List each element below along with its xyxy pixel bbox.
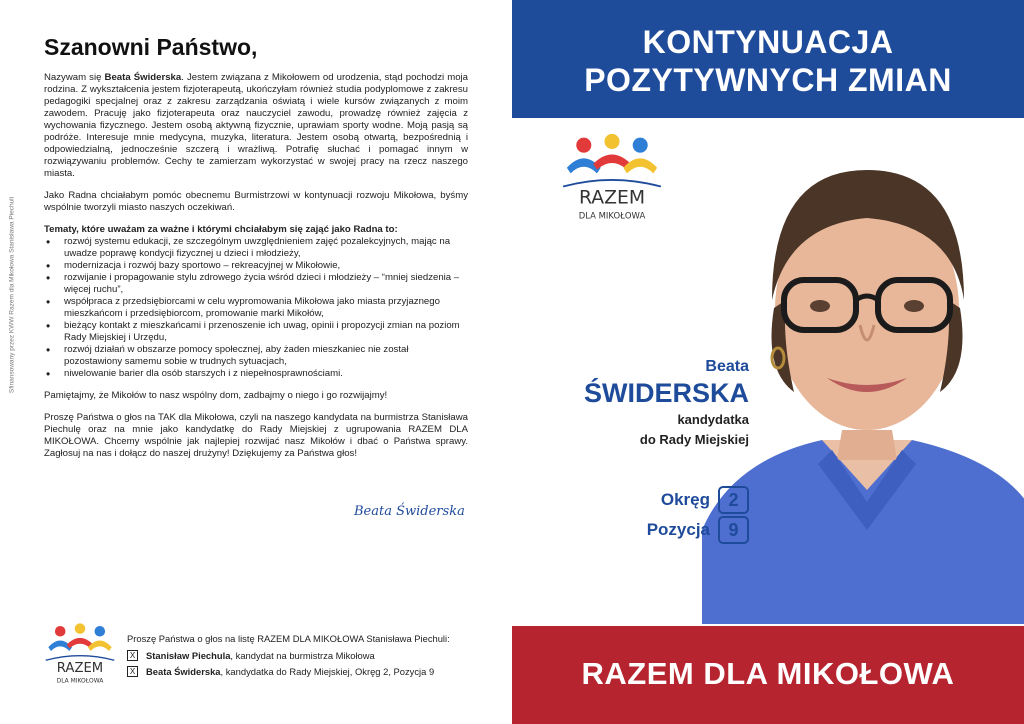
letter-paragraph-2: Jako Radna chciałabym pomóc obecnemu Burmistrzowi w kontynuacji rozwoju Mikołowa, byśmy wspólnie tworzyli miasto naszych oczekiwań. [44, 190, 468, 213]
ballot-intro: Proszę Państwa o głos na listę RAZEM DLA MIKOŁOWA Stanisława Piechuli: [127, 633, 450, 644]
svg-text:DLA MIKOŁOWA: DLA MIKOŁOWA [578, 210, 646, 221]
topic-item: • modernizacja i rozwój bazy sportowo – rekreacyjnej w Mikołowie, [44, 260, 468, 272]
district-value: 2 [718, 486, 749, 514]
letter-intro: Nazywam się Beata Świderska. Jestem związana z Mikołowem od urodzenia, stąd pochodzi moja rodzina. Z wykształcenia jestem fizjoterapeutą, ukończyłam również studia podyplomowe z zakresu pedagogiki specjalnej oraz z zakresu zarządzania oświatą i wiele kursów związanych z moim zawodem. Pracuję jako fizjoterapeuta oraz nauczyciel zawodu, prowadzę również zajęcia z wychowania fizycznego. Jestem osobą aktywną fizycznie, uprawiam sporty wodne. Moją pasją są podróże. Interesuje mnie medycyna, muzyka, literatura. Jestem osobą otwartą, bezpośrednią i odpowiedzialną, jednocześnie szczerą i wrażliwą. Potrafię słuchać i pomagać innym w rozwiązywaniu problemów. Cechy te zamierzam wykorzystać w swojej pracy na rzecz naszego miasta. [44, 72, 468, 179]
ballot-instructions [127, 633, 487, 682]
svg-text:RAZEM: RAZEM [578, 187, 646, 209]
position-value: 9 [718, 516, 749, 544]
topic-item: • rozwój działań w obszarze pomocy społecznej, aby żaden mieszkaniec nie został pozostawiony samemu sobie w trudnych sytuacjach, [44, 344, 468, 368]
letter-paragraph-4: Proszę Państwa o głos na TAK dla Mikołowa, czyli na naszego kandydata na burmistrza Stanisława Piechulę oraz na mnie jako kandydatkę do Rady Miejskiej z ugrupowania RAZEM DLA MIKOŁOWA. Chcemy wspólnie jak najlepiej rozwijać nasz Mikołów i dbać o Państwa sprawy. Zagłosuj na nas i dołącz do naszej drużyny! Dziękujemy za Państwa głos! [44, 412, 468, 459]
ballot-row-mayor: X Stanisław Piechula, kandydat na burmistrza Mikołowa [127, 650, 487, 661]
topics-heading: Tematy, które uważam za ważne i którymi chciałabym się zająć jako Radna to: [44, 224, 398, 235]
candidate-name-bold: Beata Świderska [104, 72, 182, 83]
committee-banner [512, 626, 1024, 724]
candidate-first-name: Beata [705, 358, 749, 375]
slogan-line-2: POZYTYWNYCH ZMIAN [584, 62, 952, 98]
letter-greeting: Szanowni Państwo, [44, 34, 258, 60]
slogan-banner [512, 0, 1024, 118]
topic-item: • bieżący kontakt z mieszkańcami i przenoszenie ich uwag, opinii i propozycji zmian na poziom Rady Miejskiej i Urzędu, [44, 320, 468, 344]
district-row [512, 486, 749, 514]
position-label: Pozycja [646, 520, 710, 539]
slogan-line-1: KONTYNUACJA [642, 24, 894, 60]
topic-item: • rozwijanie i propagowanie stylu zdrowego życia wśród dzieci i młodzieży – “mniej siedzenia – więcej ruchu”, [44, 272, 468, 296]
checked-box-icon: X [127, 650, 138, 661]
svg-text:RAZEM: RAZEM [56, 661, 104, 677]
razem-logo-small [40, 622, 120, 688]
topics-list [44, 236, 468, 380]
topic-item: • rozwój systemu edukacji, ze szczególnym uwzględnieniem zajęć pozalekcyjnych, mając na uwadze poprawę kondycji fizycznej u dzieci i młodzieży, [44, 236, 468, 260]
poster-page [512, 0, 1024, 724]
ballot-row-council: X Beata Świderska, kandydatka do Rady Miejskiej, Okręg 2, Pozycja 9 [127, 666, 487, 677]
svg-text:DLA MIKOŁOWA: DLA MIKOŁOWA [56, 677, 104, 685]
position-row [512, 516, 749, 544]
letter-paragraph-3: Pamiętajmy, że Mikołów to nasz wspólny dom, zadbajmy o niego i go rozwijajmy! [44, 390, 388, 401]
candidate-role-line-1: kandydatka [677, 412, 749, 427]
committee-name: RAZEM DLA MIKOŁOWA [581, 656, 955, 691]
candidate-last-name: ŚWIDERSKA [583, 378, 749, 408]
razem-logo [552, 132, 672, 226]
letter-body [44, 72, 468, 470]
candidate-portrait [702, 130, 1024, 624]
signature: Beata Świderska [354, 504, 465, 519]
imprint-note: Sfinansowany przez KWW Razem dla Mikołowa Stanisława Piechuli [8, 196, 16, 394]
topic-item: • współpraca z przedsiębiorcami w celu wypromowania Mikołowa jako miasta przyjaznego mieszkańcom i przedsiębiorcom, promowanie marki Mikołów, [44, 296, 468, 320]
district-label: Okręg [660, 490, 710, 509]
checked-box-icon: X [127, 666, 138, 677]
candidate-role-line-2: do Rady Miejskiej [639, 432, 749, 447]
topic-item: • niwelowanie barier dla osób starszych i z niepełnosprawnościami. [44, 368, 468, 380]
